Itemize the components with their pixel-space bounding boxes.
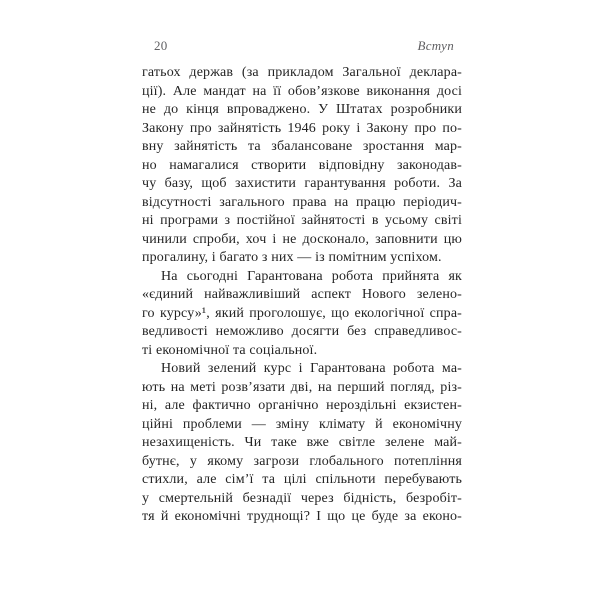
text-line: Новий зелений курс і Гарантована робота ма- bbox=[161, 361, 462, 376]
text-line: Закону про зайнятість 1946 року і Закону про по- bbox=[142, 120, 462, 136]
text-line: ні програми з постійної зайнятості в усьому світі bbox=[142, 213, 462, 228]
text-line: ції). Але мандат на її обов’язкове виконання досі bbox=[142, 83, 462, 99]
text-line: тя й економічні труднощі? І що це буде за еконо- bbox=[142, 509, 462, 524]
text-line: чинили спроби, хоч і не досконало, заповнити цю bbox=[142, 231, 462, 247]
text-line: ті економічної та соціальної. bbox=[142, 342, 318, 358]
text-line: ведливості неможливо досягти без справедливос- bbox=[142, 324, 462, 339]
text-line: бутнє, у якому загрози глобального потепління bbox=[142, 453, 462, 469]
text-line: ційні проблеми — зміну клімату й економічну bbox=[142, 416, 462, 432]
text-line: гатьох держав (за прикладом Загальної деклара- bbox=[142, 65, 462, 80]
chapter-running-head: Вступ bbox=[417, 38, 454, 53]
paragraph bbox=[142, 360, 462, 527]
text-line: незахищеність. Чи таке вже світле зелене май- bbox=[142, 435, 462, 450]
text-line: «єдиний найважливіший аспект Нового зелено- bbox=[142, 287, 462, 302]
text-line: вну зайнятість та збалансоване зростання мар- bbox=[142, 139, 462, 154]
page-number: 20 bbox=[154, 38, 168, 53]
paragraph bbox=[142, 268, 462, 361]
body-text bbox=[142, 64, 462, 527]
text-line: ні, але фактично органічно нероздільні екзистен- bbox=[142, 398, 462, 413]
text-line: прогалину, і багато з них — із помітним успіхом. bbox=[142, 250, 442, 265]
text-line: відсутності загального права на працю періодич- bbox=[142, 194, 462, 210]
text-line: стихли, але сім’ї та цілі спільноти перебувають bbox=[142, 472, 462, 487]
text-line: го курсу»¹, який проголошує, що екологічної спра- bbox=[142, 305, 462, 321]
text-line: у смертельній безнадії через бідність, безробіт- bbox=[142, 490, 462, 506]
text-line: чу базу, щоб захистити гарантування роботи. За bbox=[142, 176, 462, 191]
text-line: но намагалися створити відповідну законодав- bbox=[142, 157, 462, 173]
text-line: ють на меті розв’язати дві, на перший погляд, різ- bbox=[142, 379, 462, 395]
running-header bbox=[142, 38, 462, 54]
text-line: не до кінця впроваджено. У Штатах розробники bbox=[142, 102, 462, 117]
text-line: На сьогодні Гарантована робота прийнята як bbox=[161, 268, 462, 284]
paragraph bbox=[142, 64, 462, 268]
